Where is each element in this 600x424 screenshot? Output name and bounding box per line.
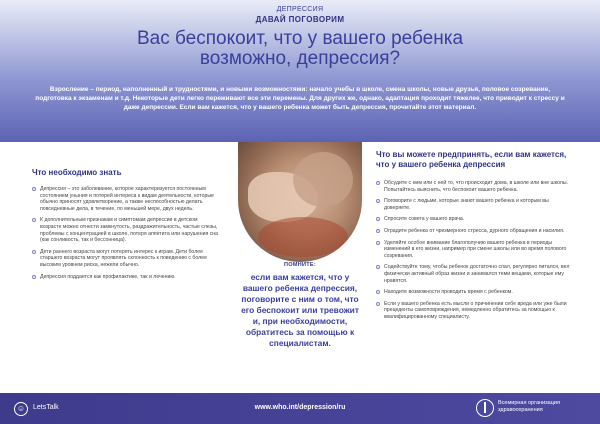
letstalk-logo-text: LetsTalk <box>33 404 59 411</box>
title-line-1: Вас беспокоит, что у вашего ребенка <box>136 28 464 49</box>
list-item: Если у вашего ребенка есть мысли о причинении себе вреда или уже были прецеденты самоповреждения, немедленно обратитесь за помощью к квалифицированному специалисту. <box>376 301 572 321</box>
list-item: К дополнительным признакам и симптомам депрессии в детском возрасте можно отнести замкнутость, раздражительность, частые слезы, проблемы с концентрацией в школе, потеря аппетита или нарушения сна (как сонливость, так и бессонница). <box>32 217 220 243</box>
list-item: Депрессия – это заболевание, которое характеризуется постоянным состоянием уныния и потерей интереса к видам деятельности, которые обычно приносят удовлетворение, а также неспособностью делать повседневные дела, в течение, по меньшей мере, двух недель. <box>32 186 220 212</box>
who-emblem-icon <box>476 399 494 417</box>
bullet-icon <box>376 217 380 221</box>
bullet-icon <box>376 229 380 233</box>
list-item: Дети раннего возраста могут потерять интерес к играм. Дети более старшего возраста могут проявлять склонность к поведению с более высоким уровнем риска, нежели обычно. <box>32 249 220 269</box>
right-column <box>376 180 572 326</box>
remember-text: если вам кажется, что у вашего ребенка депрессия, поговорите с ним о том, что его беспокоит или тревожит и, при необходимости, обратитесь за помощью к специалистам. <box>241 272 359 348</box>
bullet-icon <box>376 265 380 269</box>
bullet-icon <box>376 181 380 185</box>
list-item: Депрессия поддается как профилактике, так и лечению. <box>32 274 220 281</box>
letstalk-logo-icon: ☺ <box>14 402 28 416</box>
right-heading: Что вы можете предпринять, если вам кажется, что у вашего ребенка депрессия <box>376 150 567 169</box>
remember-label: ПОМНИТЕ: <box>284 262 316 268</box>
list-item: Оградите ребенка от чрезмерного стресса, дурного обращения и насилия. <box>376 228 572 235</box>
bullet-icon <box>376 241 380 245</box>
remember-box <box>238 262 362 349</box>
list-item: Содействуйте тому, чтобы ребенок достаточно спал, регулярно питался, вел физически активный образ жизни и занимался теми вещами, которые ему нравятся. <box>376 264 572 284</box>
list-item: Уделяйте особое внимание благополучию вашего ребенка в периоды изменений в его жизни, например при смене школы или во время полового созревания. <box>376 240 572 260</box>
bullet-icon <box>32 250 36 254</box>
intro-text: Взросление – период, наполненный и трудностями, и новыми возможностями: начало учебы в школе, смена школы, новые друзья, половое созревание, подготовка к экзаменам и т.д. Некоторые дети легко переживают все эти перемены. Для других же, однако, адаптация проходит тяжелее, что приводит к стрессу и даже депрессии. Если вам кажется, что у вашего ребенка может быть депрессия, прочитайте этот материал. <box>35 86 565 111</box>
bullet-icon <box>32 187 36 191</box>
bullet-icon <box>376 199 380 203</box>
list-item: Обсудите с ним или с ней то, что происходит дома, в школе или вне школы. Попытайтесь выяснить, что беспокоит вашего ребенка. <box>376 180 572 193</box>
campaign-title: ДАВАЙ ПОГОВОРИМ <box>255 15 345 24</box>
bullet-icon <box>32 275 36 279</box>
photo-child <box>238 142 362 262</box>
bullet-icon <box>376 290 380 294</box>
left-column <box>32 168 220 285</box>
title-line-2: возможно, депрессия? <box>199 48 401 69</box>
list-item: Спросите совета у вашего врача. <box>376 216 572 223</box>
who-name: Всемирная организация здравоохранения <box>498 400 560 413</box>
page-title <box>40 29 560 69</box>
kicker: ДЕПРЕССИЯ <box>276 6 324 13</box>
bullet-icon <box>376 302 380 306</box>
bullet-icon <box>32 218 36 222</box>
list-item: Находите возможности проводить время с ребенком. <box>376 289 572 296</box>
website-link[interactable]: www.who.int/depression/ru <box>254 404 346 411</box>
list-item: Поговорите с людьми, которые знают вашего ребенка и которым вы доверяете. <box>376 198 572 211</box>
left-heading: Что необходимо знать <box>32 168 122 177</box>
